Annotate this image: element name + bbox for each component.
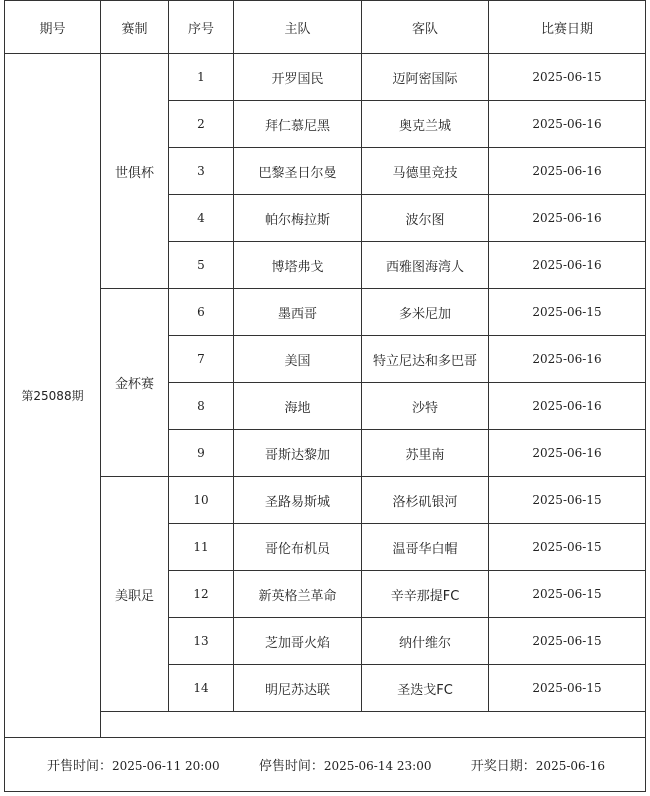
header-away: 客队: [362, 1, 489, 54]
table-row: [5, 477, 646, 524]
competition-cell: 美职足: [101, 477, 169, 712]
match-date-cell: 2025-06-16: [489, 242, 646, 289]
home-team-cell: 哥斯达黎加: [234, 430, 362, 477]
seq-cell: 1: [169, 54, 234, 101]
seq-cell: 4: [169, 195, 234, 242]
spacer-row: [5, 712, 646, 738]
table-row: [5, 54, 646, 101]
footer-row: [5, 738, 646, 792]
header-date: 比赛日期: [489, 1, 646, 54]
seq-cell: 6: [169, 289, 234, 336]
sale-start-value: 2025-06-11 20:00: [112, 759, 220, 773]
away-team-cell: 西雅图海湾人: [362, 242, 489, 289]
home-team-cell: 明尼苏达联: [234, 665, 362, 712]
competition-cell: 金杯赛: [101, 289, 169, 477]
match-date-cell: 2025-06-15: [489, 665, 646, 712]
seq-cell: 3: [169, 148, 234, 195]
home-team-cell: 新英格兰革命: [234, 571, 362, 618]
header-competition: 赛制: [101, 1, 169, 54]
away-team-cell: 苏里南: [362, 430, 489, 477]
sale-info: [5, 755, 645, 774]
header-period: 期号: [5, 1, 101, 54]
footer-cell: [5, 738, 646, 792]
draw-date: [471, 755, 605, 774]
home-team-cell: 墨西哥: [234, 289, 362, 336]
sale-end-label: 停售时间：: [258, 759, 324, 774]
home-team-cell: 拜仁慕尼黑: [234, 101, 362, 148]
competition-cell: 世俱杯: [101, 54, 169, 289]
away-team-cell: 马德里竞技: [362, 148, 489, 195]
away-team-cell: 迈阿密国际: [362, 54, 489, 101]
match-date-cell: 2025-06-15: [489, 477, 646, 524]
home-team-cell: 开罗国民: [234, 54, 362, 101]
match-date-cell: 2025-06-15: [489, 54, 646, 101]
seq-cell: 13: [169, 618, 234, 665]
seq-cell: 8: [169, 383, 234, 430]
away-team-cell: 奥克兰城: [362, 101, 489, 148]
match-date-cell: 2025-06-16: [489, 383, 646, 430]
home-team-cell: 博塔弗戈: [234, 242, 362, 289]
match-date-cell: 2025-06-15: [489, 289, 646, 336]
header-seq: 序号: [169, 1, 234, 54]
schedule-table: [4, 0, 646, 792]
seq-cell: 7: [169, 336, 234, 383]
match-date-cell: 2025-06-15: [489, 524, 646, 571]
sale-end: [259, 755, 432, 774]
match-date-cell: 2025-06-15: [489, 571, 646, 618]
period-cell: 第25088期: [5, 54, 101, 738]
away-team-cell: 沙特: [362, 383, 489, 430]
home-team-cell: 巴黎圣日尔曼: [234, 148, 362, 195]
sale-start: [47, 755, 220, 774]
home-team-cell: 海地: [234, 383, 362, 430]
seq-cell: 10: [169, 477, 234, 524]
away-team-cell: 波尔图: [362, 195, 489, 242]
seq-cell: 12: [169, 571, 234, 618]
header-row: [5, 1, 646, 54]
seq-cell: 2: [169, 101, 234, 148]
away-team-cell: 辛辛那提FC: [362, 571, 489, 618]
match-date-cell: 2025-06-16: [489, 148, 646, 195]
table-row: [5, 289, 646, 336]
seq-cell: 14: [169, 665, 234, 712]
match-date-cell: 2025-06-16: [489, 430, 646, 477]
away-team-cell: 纳什维尔: [362, 618, 489, 665]
match-date-cell: 2025-06-16: [489, 336, 646, 383]
home-team-cell: 帕尔梅拉斯: [234, 195, 362, 242]
away-team-cell: 圣迭戈FC: [362, 665, 489, 712]
home-team-cell: 美国: [234, 336, 362, 383]
away-team-cell: 洛杉矶银河: [362, 477, 489, 524]
sale-start-label: 开售时间：: [47, 759, 113, 774]
spacer-cell: [101, 712, 646, 738]
away-team-cell: 温哥华白帽: [362, 524, 489, 571]
away-team-cell: 多米尼加: [362, 289, 489, 336]
draw-date-label: 开奖日期：: [470, 759, 536, 774]
draw-date-value: 2025-06-16: [535, 759, 605, 773]
match-date-cell: 2025-06-16: [489, 195, 646, 242]
sale-end-value: 2025-06-14 23:00: [323, 759, 432, 773]
match-date-cell: 2025-06-16: [489, 101, 646, 148]
schedule-body: [5, 1, 646, 792]
home-team-cell: 哥伦布机员: [234, 524, 362, 571]
seq-cell: 5: [169, 242, 234, 289]
home-team-cell: 芝加哥火焰: [234, 618, 362, 665]
home-team-cell: 圣路易斯城: [234, 477, 362, 524]
match-date-cell: 2025-06-15: [489, 618, 646, 665]
away-team-cell: 特立尼达和多巴哥: [362, 336, 489, 383]
header-home: 主队: [234, 1, 362, 54]
seq-cell: 11: [169, 524, 234, 571]
seq-cell: 9: [169, 430, 234, 477]
